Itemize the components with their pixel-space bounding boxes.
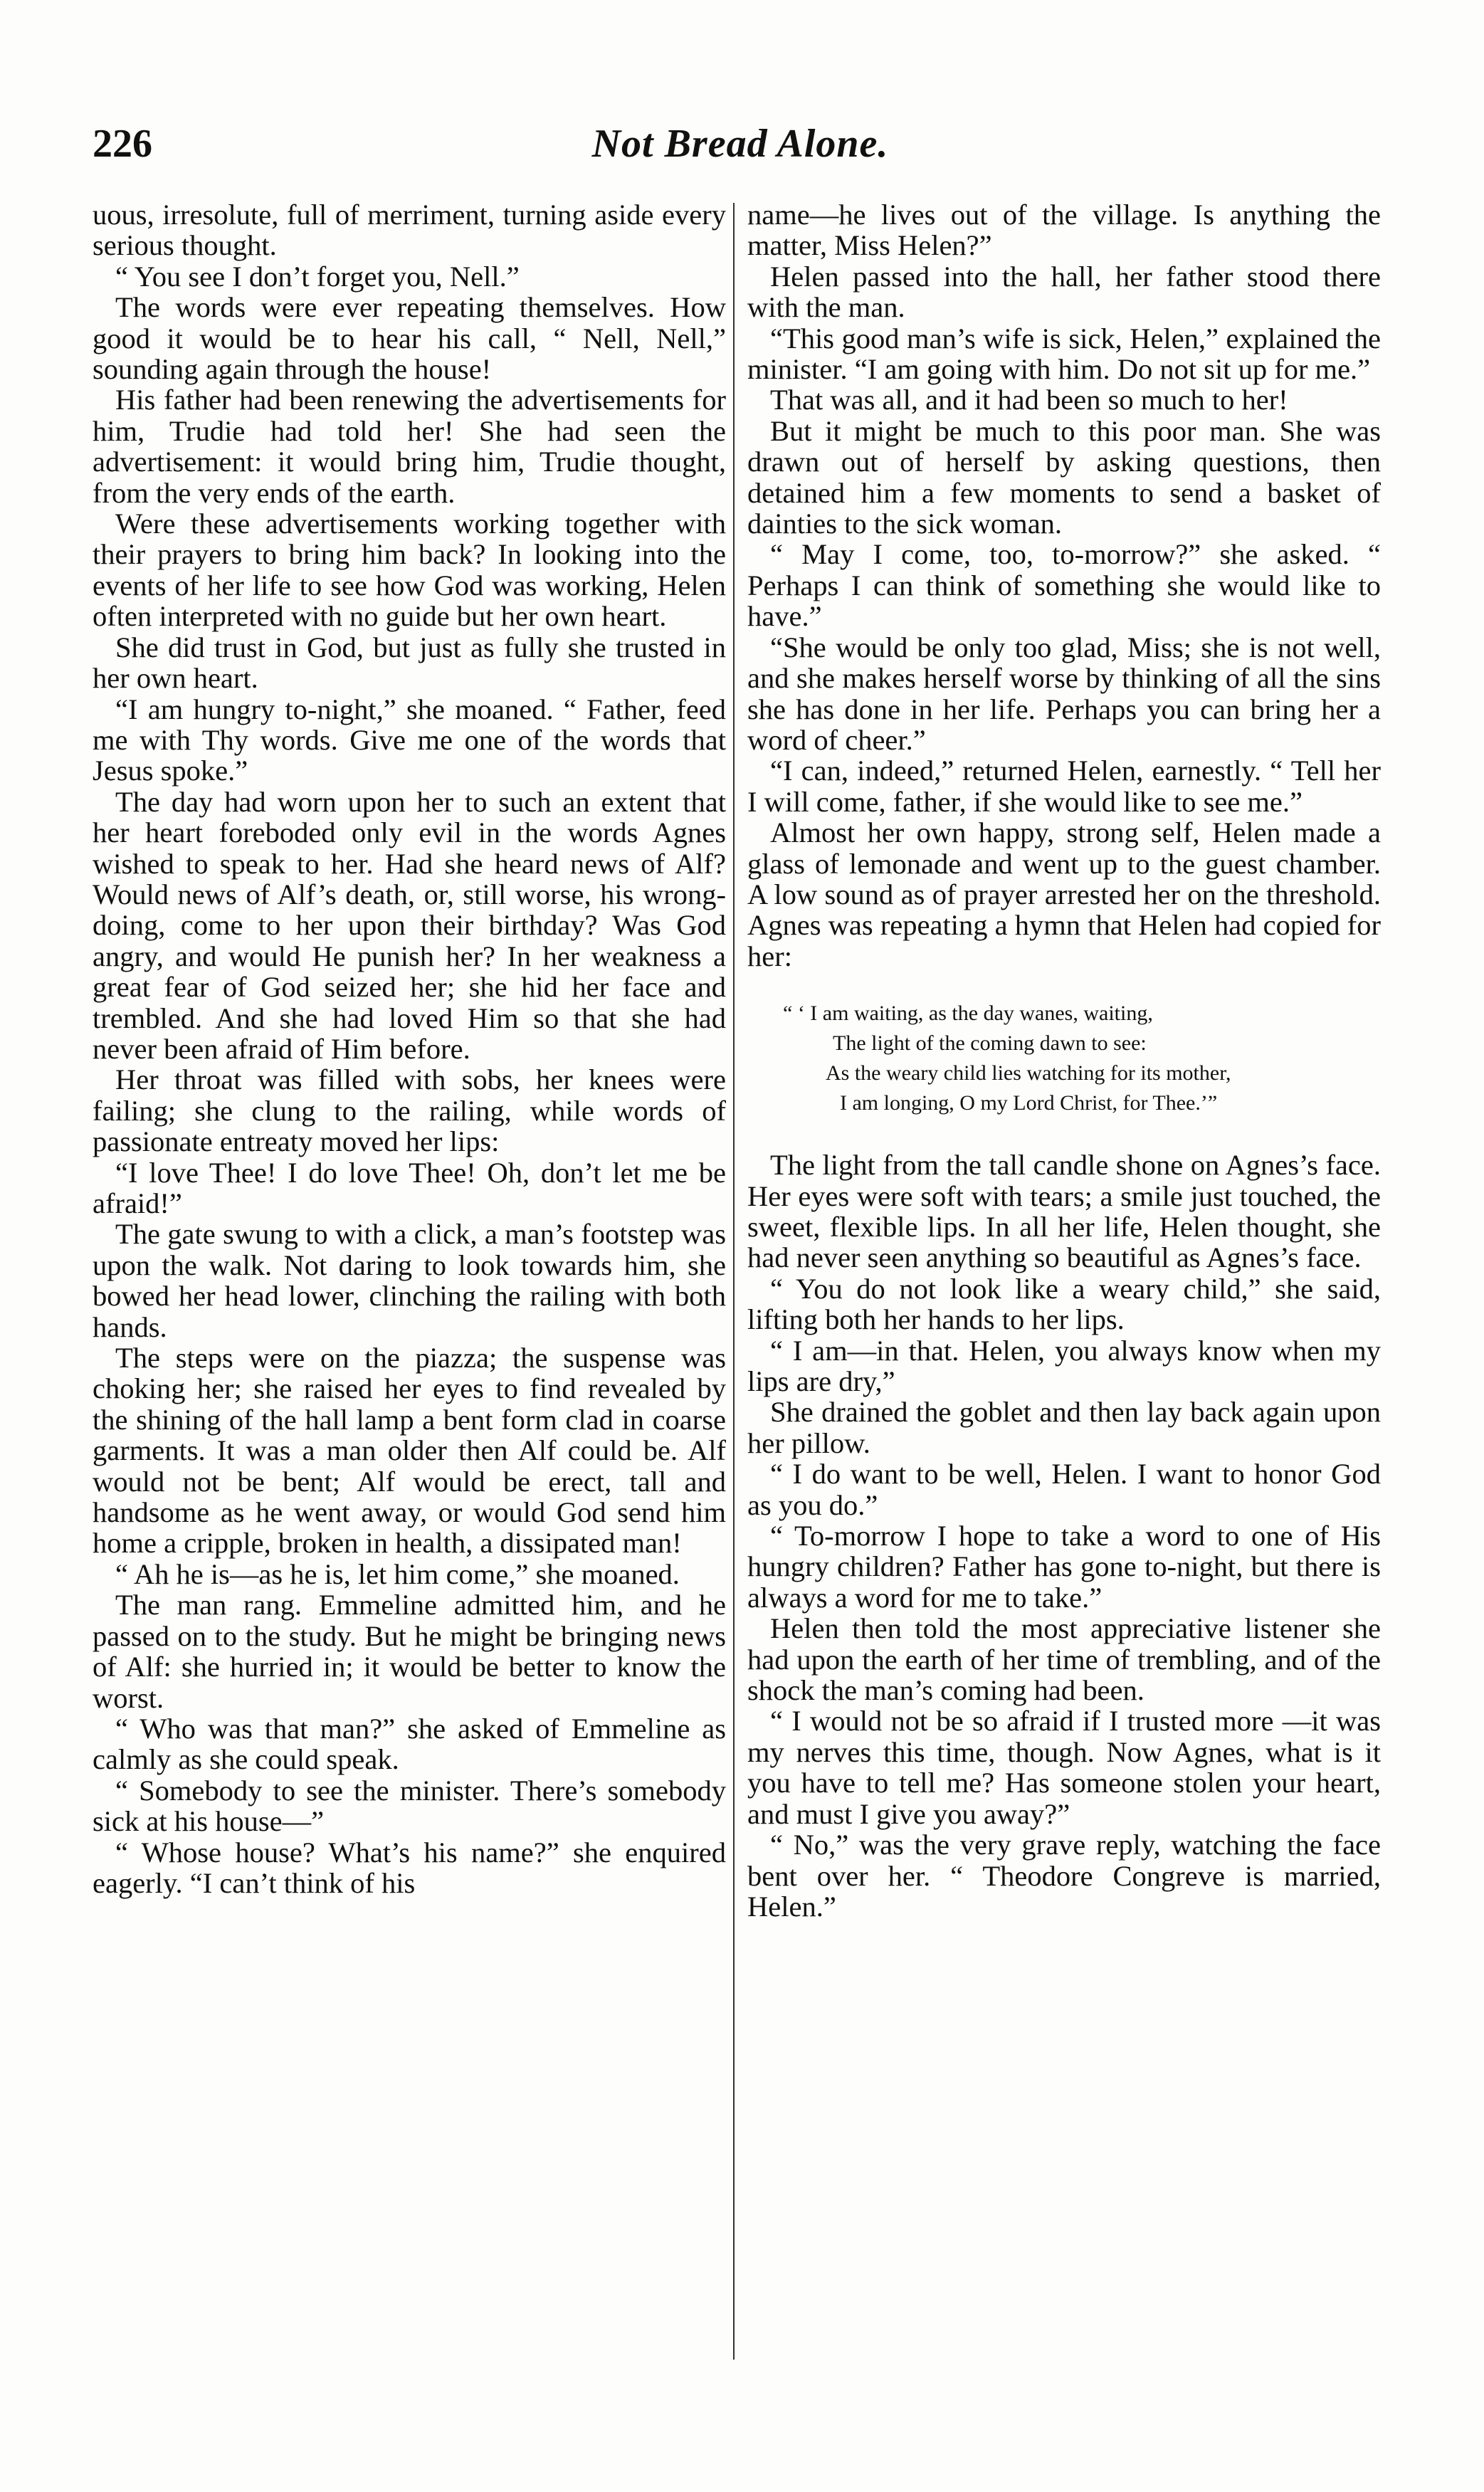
paragraph: Helen passed into the hall, her father stood there with the man. <box>747 260 1381 324</box>
paragraph: That was all, and it had been so much to her! <box>770 384 1288 416</box>
left-column <box>93 199 726 2377</box>
paragraph: “ To-morrow I hope to take a word to one of His hungry children? Father has gone to-night, but there is always a word for me to take.” <box>747 1520 1381 1614</box>
hymn-quote <box>747 999 1381 1118</box>
paragraph: name—he lives out of the village. Is anything the matter, Miss Helen?” <box>747 199 1381 262</box>
paragraph: “ I am—in that. Helen, you always know when my lips are dry,” <box>747 1334 1381 1397</box>
paragraph: The words were ever repeating themselves. How good it would be to hear his call, “ Nell, Nell,” sounding again through the house! <box>93 291 726 386</box>
paragraph: His father had been renewing the advertisements for him, Trudie had told her! She had seen the advertisement: it would bring him, Trudie thought, from the very ends of the earth. <box>93 384 726 509</box>
column-divider <box>733 203 735 2360</box>
poem-line: I am longing, O my Lord Christ, for Thee.’” <box>840 1091 1218 1115</box>
paragraph: The light from the tall candle shone on Agnes’s face. Her eyes were soft with tears; a smile just touched, the sweet, flexible lips. In all her life, Helen thought, she had never seen anything so beautiful as Agnes’s face. <box>747 1149 1381 1274</box>
paragraph: “ I do want to be well, Helen. I want to honor God as you do.” <box>747 1458 1381 1521</box>
running-title: Not Bread Alone. <box>591 122 889 166</box>
paragraph: The man rang. Emmeline admitted him, and he passed on to the study. But he might be bringing news of Alf: she hurried in; it would be better to know the worst. <box>93 1589 726 1714</box>
paragraph: “I am hungry to-night,” she moaned. “ Father, feed me with Thy words. Give me one of the words that Jesus spoke.” <box>93 693 726 787</box>
paragraph: She drained the goblet and then lay back again upon her pillow. <box>747 1396 1381 1459</box>
paragraph: uous, irresolute, full of merriment, turning aside every serious thought. <box>93 199 726 262</box>
paragraph: “This good man’s wife is sick, Helen,” explained the minister. “I am going with him. Do not sit up for me.” <box>747 322 1381 386</box>
paragraph: But it might be much to this poor man. She was drawn out of herself by asking questions, then detained him a few moments to send a basket of dainties to the sick woman. <box>747 414 1381 540</box>
paragraph: The day had worn upon her to such an extent that her heart foreboded only evil in the words Agnes wished to speak to her. Had she heard news of Alf? Would news of Alf’s death, or, still worse, his wrong-doing, come to her upon their birthday? Was God angry, and would He punish her? In her weakness a great fear of God seized her; she hid her face and trembled. And she had loved Him so that she had never been afraid of Him before. <box>93 785 726 1065</box>
paragraph: “ You do not look like a weary child,” she said, lifting both her hands to her lips. <box>747 1272 1381 1336</box>
paragraph: She did trust in God, but just as fully she trusted in her own heart. <box>93 631 726 695</box>
paragraph: “ Who was that man?” she asked of Emmeline as calmly as she could speak. <box>93 1712 726 1776</box>
poem-line: “ ‘ I am waiting, as the day wanes, waiting, <box>783 1001 1153 1026</box>
paragraph: The gate swung to with a click, a man’s footstep was upon the walk. Not daring to look towards him, she bowed her head lower, clinching the railing with both hands. <box>93 1218 726 1343</box>
paragraph: “ Whose house? What’s his name?” she enquired eagerly. “I can’t think of his <box>93 1836 726 1899</box>
paragraph: “ No,” was the very grave reply, watching the face bent over her. “ Theodore Congreve is married, Helen.” <box>747 1829 1381 1923</box>
paragraph: “ I would not be so afraid if I trusted more —it was my nerves this time, though. Now Agnes, what is it you have to tell me? Has someone stolen your heart, and must I give you away?” <box>747 1705 1381 1830</box>
paragraph: Almost her own happy, strong self, Helen made a glass of lemonade and went up to the guest chamber. A low sound as of prayer arrested her on the threshold. Agnes was repeating a hymn that Helen had copied for her: <box>747 816 1381 972</box>
paragraph: Were these advertisements working together with their prayers to bring him back? In looking into the events of her life to see how God was working, Helen often interpreted with no guide but her own heart. <box>93 508 726 633</box>
poem-line: The light of the coming dawn to see: <box>833 1031 1147 1056</box>
paragraph: “I can, indeed,” returned Helen, earnestly. “ Tell her I will come, father, if she would like to see me.” <box>747 755 1381 818</box>
paragraph: The steps were on the piazza; the suspense was choking her; she raised her eyes to find revealed by the shining of the hall lamp a bent form clad in coarse garments. It was a man older then Alf could be. Alf would not be bent; Alf would be erect, tall and handsome as he went away, or would God send him home a cripple, broken in health, a dissipated man! <box>93 1342 726 1560</box>
paragraph: “ May I come, too, to-morrow?” she asked. “ Perhaps I can think of something she would like to have.” <box>747 538 1381 633</box>
paragraph: “She would be only too glad, Miss; she is not well, and she makes herself worse by thinking of all the sins she has done in her life. Perhaps you can bring her a word of cheer.” <box>747 631 1381 756</box>
right-column <box>747 199 1381 2377</box>
paragraph: Helen then told the most appreciative listener she had upon the earth of her time of trembling, and of the shock the man’s coming had been. <box>747 1612 1381 1707</box>
page-header <box>93 121 1388 178</box>
paragraph: “ You see I don’t forget you, Nell.” <box>115 260 520 293</box>
paragraph: “ Ah he is—as he is, let him come,” she moaned. <box>115 1557 680 1590</box>
paragraph: “I love Thee! I do love Thee! Oh, don’t let me be afraid!” <box>93 1156 726 1219</box>
page-number: 226 <box>93 122 152 166</box>
poem-line: As the weary child lies watching for its mother, <box>826 1061 1231 1085</box>
paragraph: Her throat was filled with sobs, her knees were failing; she clung to the railing, while words of passionate entreaty moved her lips: <box>93 1063 726 1158</box>
paragraph: “ Somebody to see the minister. There’s somebody sick at his house—” <box>93 1774 726 1838</box>
